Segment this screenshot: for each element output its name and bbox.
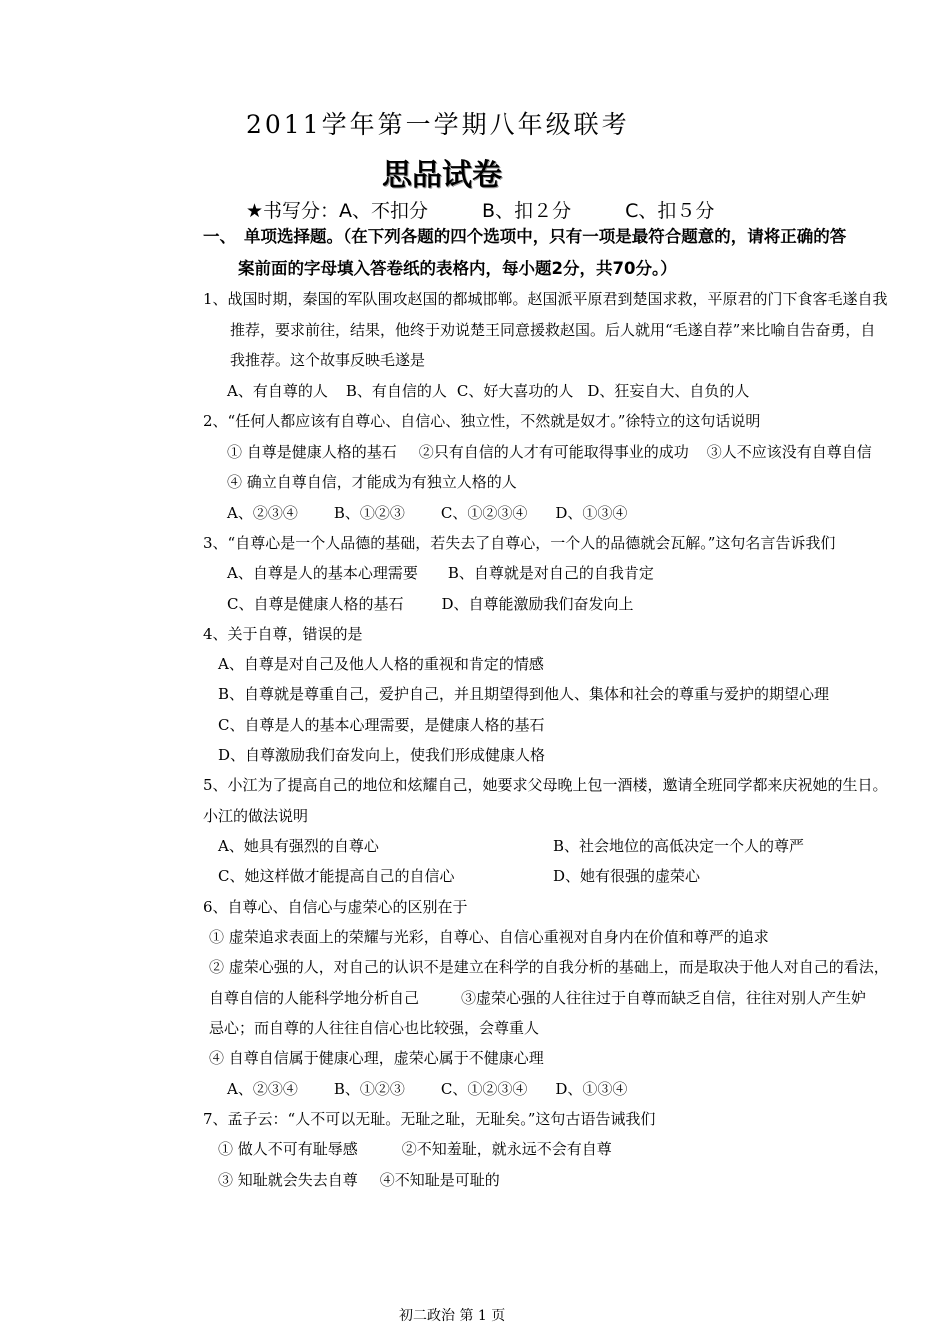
section-number: 一、 — [203, 227, 236, 246]
q5-option-c: C、她这样做才能提高自己的自信心 — [218, 867, 455, 885]
q6-statement-3-cont: 忌心；而自尊的人往往自信心也比较强，会尊重人 — [209, 1019, 540, 1037]
q2-option-a: A、②③④ — [227, 504, 298, 522]
q6-stem: 6、自尊心、自信心与虚荣心的区别在于 — [203, 898, 468, 916]
q6-statement-2-cont: 自尊自信的人能科学地分析自己 — [209, 989, 420, 1007]
q7-statement-1: ① 做人不可有耻辱感 — [218, 1140, 358, 1158]
q4-option-d: D、自尊激励我们奋发向上，使我们形成健康人格 — [218, 746, 546, 764]
q3-option-d: D、自尊能激励我们奋发向上 — [441, 595, 634, 613]
exam-title: 2011学年第一学期八年级联考 — [246, 110, 630, 139]
q6-statements-row — [209, 988, 866, 1008]
q6-statement-2: ② 虚荣心强的人，对自己的认识不是建立在科学的自我分析的基础上，而是取决于他人对自己的看法， — [209, 958, 889, 976]
q5-stem-line1: 5、小江为了提高自己的地位和炫耀自己，她要求父母晚上包一酒楼，邀请全班同学都来庆祝她的生日。 — [203, 776, 888, 794]
q1-stem-line1: 1、战国时期，秦国的军队围攻赵国的都城邯郸。赵国派平原君到楚国求救，平原君的门下食客毛遂自我 — [203, 290, 888, 308]
q7-statements-row1 — [218, 1139, 612, 1159]
q1-stem-line2: 推荐，要求前往，结果，他终于劝说楚王同意援救赵国。后人就用“毛遂自荐”来比喻自告奋勇，自 — [230, 321, 876, 339]
star-icon: ★ — [246, 200, 264, 222]
q6-option-d: D、①③④ — [555, 1080, 628, 1098]
q5-option-a: A、她具有强烈的自尊心 — [218, 837, 379, 855]
q2-statement-3: ③人不应该没有自尊自信 — [706, 443, 872, 461]
q6-statement-4: ④ 自尊自信属于健康心理，虚荣心属于不健康心理 — [209, 1049, 544, 1067]
q1-option-d: D、狂妄自大、自负的人 — [587, 382, 750, 400]
q1-options — [227, 381, 749, 401]
q2-option-b: B、①②③ — [333, 504, 405, 522]
q7-statement-3: ③ 知耻就会失去自尊 — [218, 1171, 358, 1189]
q1-option-c: C、好大喜功的人 — [456, 382, 574, 400]
q3-option-c: C、自尊是健康人格的基石 — [227, 595, 404, 613]
q5-option-d: D、她有很强的虚荣心 — [553, 867, 701, 885]
q1-stem-line3: 我推荐。这个故事反映毛遂是 — [230, 351, 426, 369]
q7-stem: 7、孟子云：“人不可以无耻。无耻之耻，无耻矣。”这句古语告诫我们 — [203, 1110, 656, 1128]
section-heading — [203, 226, 846, 248]
q3-options-row2 — [227, 594, 634, 614]
scoring-label: 书写分：A、不扣分 — [263, 200, 429, 222]
q5-stem-line2: 小江的做法说明 — [203, 807, 309, 825]
exam-subtitle: 思品试卷 — [382, 158, 502, 193]
q6-statement-3: ③虚荣心强的人往往过于自尊而缺乏自信，往往对别人产生妒 — [461, 989, 867, 1007]
q4-stem: 4、关于自尊，错误的是 — [203, 625, 363, 643]
section-instructions-line2: 案前面的字母填入答卷纸的表格内，每小题2分，共70分。） — [238, 259, 677, 278]
q3-option-a: A、自尊是人的基本心理需要 — [227, 564, 418, 582]
q3-options-row1 — [227, 563, 654, 583]
scoring-option-c: C、扣５分 — [625, 200, 715, 222]
q1-option-b: B、有自信的人 — [345, 382, 447, 400]
q4-option-b: B、自尊就是尊重自己，爱护自己，并且期望得到他人、集体和社会的尊重与爱护的期望心理 — [218, 685, 830, 703]
q6-statement-1: ① 虚荣追求表面上的荣耀与光彩，自尊心、自信心重视对自身内在价值和尊严的追求 — [209, 928, 769, 946]
q3-option-b: B、自尊就是对自己的自我肯定 — [447, 564, 654, 582]
q7-statement-2: ②不知羞耻，就永远不会有自尊 — [401, 1140, 612, 1158]
q4-option-c: C、自尊是人的基本心理需要，是健康人格的基石 — [218, 716, 545, 734]
q2-option-c: C、①②③④ — [440, 504, 528, 522]
q7-statement-4: ④不知耻是可耻的 — [379, 1171, 500, 1189]
scoring-option-b: B、扣２分 — [482, 200, 572, 222]
q1-option-a: A、有自尊的人 — [227, 382, 328, 400]
q3-stem: 3、“自尊心是一个人品德的基础，若失去了自尊心，一个人的品德就会瓦解。”这句名言告诉我们 — [203, 534, 836, 552]
q6-option-a: A、②③④ — [227, 1080, 298, 1098]
q4-option-a: A、自尊是对自己及他人人格的重视和肯定的情感 — [218, 655, 544, 673]
q5-option-b: B、社会地位的高低决定一个人的尊严 — [553, 837, 805, 855]
q2-stem: 2、“任何人都应该有自尊心、自信心、独立性，不然就是奴才。”徐特立的这句话说明 — [203, 412, 761, 430]
scoring-line — [246, 199, 714, 223]
q7-statements-row2 — [218, 1170, 500, 1190]
q6-option-c: C、①②③④ — [440, 1080, 528, 1098]
q6-option-b: B、①②③ — [333, 1080, 405, 1098]
q2-statement-1: ① 自尊是健康人格的基石 — [227, 443, 397, 461]
section-instructions-line1: 单项选择题。（在下列各题的四个选项中，只有一项是最符合题意的，请将正确的答 — [244, 227, 847, 246]
q2-options — [227, 503, 627, 523]
q2-statements-row1 — [227, 442, 872, 462]
q6-options — [227, 1079, 627, 1099]
q2-statement-2: ②只有自信的人才有可能取得事业的成功 — [418, 443, 689, 461]
page-footer: 初二政治 第 1 页 — [399, 1308, 506, 1324]
q2-statement-4: ④ 确立自尊自信，才能成为有独立人格的人 — [227, 473, 517, 491]
q2-option-d: D、①③④ — [555, 504, 628, 522]
